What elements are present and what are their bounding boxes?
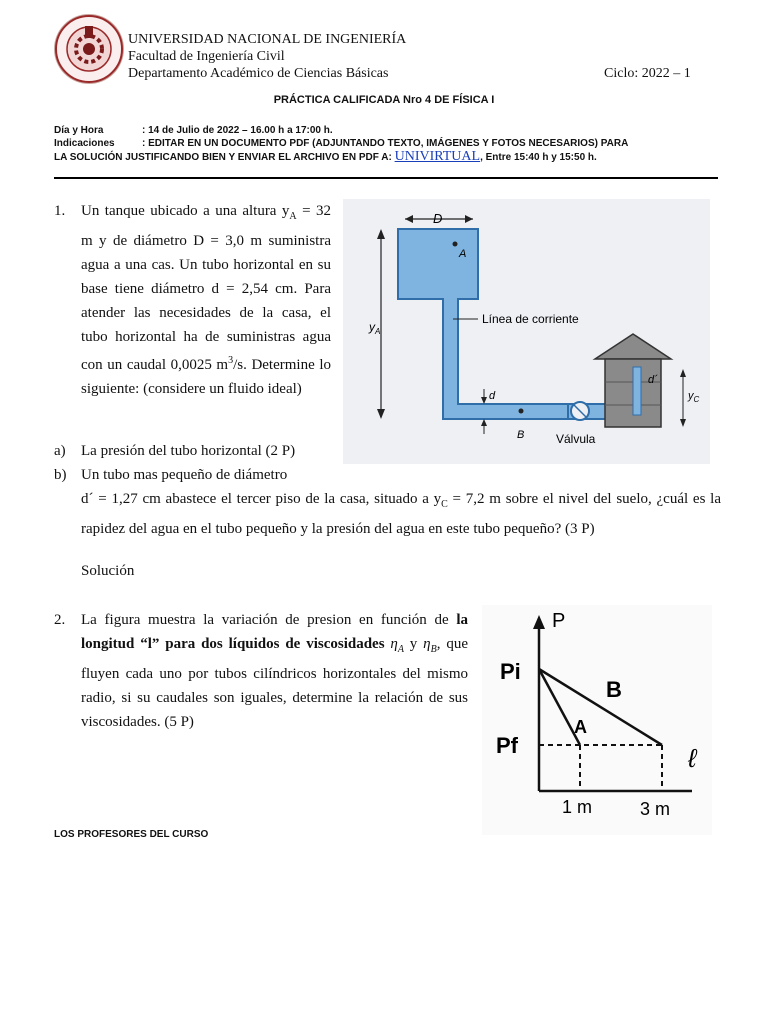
problem-1-statement [81,199,331,401]
problem-2-number: 2. [54,612,66,628]
p2-text-part: , que fluyen cada uno por tubos cilíndricos horizontales del mismo radio, si su caudales son iguales, determine la relación de sus viscosidades. (5 P) [81,636,468,730]
part-a-text: La presión del tubo horizontal (2 P) [81,443,296,459]
label-A: A [574,717,587,737]
instructions-value: : EDITAR EN UN DOCUMENTO PDF (ADJUNTANDO TEXTO, IMÁGENES Y FOTOS NECESARIOS) PARA [142,138,629,149]
label-dprime: d´ [648,374,658,386]
part-a-label: a) [54,443,66,459]
label-valve: Válvula [556,432,596,446]
solution-label: Solución [81,563,135,579]
instructions-label: Indicaciones [54,138,115,149]
eta-a: η [390,636,398,652]
p2-text-part-bold: la longitud “l” para dos líquidos de viscosidades [81,612,468,652]
label-l: ℓ [688,743,697,773]
footer-signature: LOS PROFESORES DEL CURSO [54,829,209,840]
eta-a-sub: A [397,644,404,655]
label-yA: $y_A$ [369,320,381,336]
part-b-label: b) [54,467,67,483]
label-Pf: Pf [496,733,518,758]
university-name: UNIVERSIDAD NACIONAL DE INGENIERÍA [128,32,407,47]
p2-text-part: La figura muestra la variación de presion en función de [81,612,457,628]
p1-sup: 3 [228,355,234,366]
problem-2-statement [81,608,468,734]
page-title: PRÁCTICA CALIFICADA Nro 4 DE FÍSICA I [273,94,495,106]
p1-sub: A [289,211,297,222]
tank-figure [343,199,710,464]
p2-text-part: y [403,636,424,652]
department-name: Departamento Académico de Ciencias Básicas [128,66,389,81]
univirtual-link[interactable]: UNIVIRTUAL [394,149,481,164]
p1b-text-part: = 7,2 m sobre el nivel del suelo, ¿cuál es la rapidez del agua en el tubo pequeño y la presión del agua en este tubo pequeño? (3 P) [81,491,721,537]
p1b-text-part: d´ = 1,27 cm abastece el tercer piso de la casa, situado a y [81,491,442,507]
label-streamline: Línea de corriente [482,312,579,326]
p1b-sub: C [441,499,448,510]
p1-text-part: = 32 m y de diámetro D = 3,0 m suministra agua a una cas. Un tubo horizontal en su base tiene diámetro d = 2,54 cm. Para atender las necesidades de la casa, el tubo horizontal ha de suministras agua con un caudal 0,0025 m [81,203,331,373]
eta-b: η [423,636,431,652]
eta-b-sub: B [430,644,437,655]
submission-window: , Entre 15:40 h y 15:50 h. [480,152,597,163]
header-divider [54,177,718,179]
faculty-name: Facultad de Ingeniería Civil [128,49,285,64]
label-Pi: Pi [500,659,521,684]
label-1m: 1 m [562,797,593,817]
cycle-label: Ciclo: 2022 – 1 [604,66,691,81]
date-value: : 14 de Julio de 2022 – 16.00 h a 17:00 h. [142,125,333,136]
label-3m: 3 m [640,799,671,819]
label-yC: $y_C$ [688,390,700,404]
part-b-text-2 [81,487,721,541]
p1-text-part: /s. Determine lo siguiente: (considere un fluido ideal) [81,357,332,397]
date-label: Día y Hora [54,125,104,136]
p1-text-part: Un tanque ubicado a una altura y [81,203,290,219]
label-P: P [552,610,566,632]
pressure-figure [482,605,712,835]
label-D: D [433,211,443,226]
instructions-cont-text: LA SOLUCIÓN JUSTIFICANDO BIEN Y ENVIAR EL ARCHIVO EN PDF A: [54,152,392,163]
problem-1-number: 1. [54,203,66,219]
label-B: B [606,677,622,702]
label-B: B [517,429,525,441]
house-pipe [633,367,641,415]
part-b-text-1: Un tubo mas pequeño de diámetro [81,467,288,483]
label-d: d [489,390,496,402]
instructions-continuation [54,150,597,164]
label-A: A [459,248,467,260]
university-logo [52,12,126,86]
